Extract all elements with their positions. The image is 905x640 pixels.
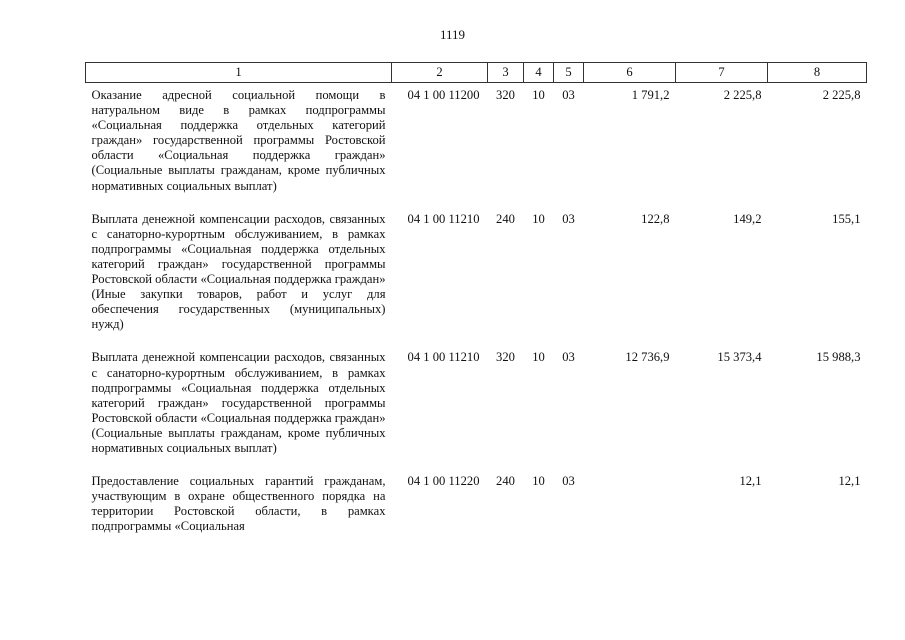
table-row [86, 83, 867, 207]
row-description: Выплата денежной компенсации расходов, связанных с санаторно-курортным обслуживанием, в рамках подпрограммы «Социальная поддержка отдельных категорий граждан» государственной программы Ростовской области «Социальная поддержка граждан» (Социальные выплаты гражданам, кроме публичных нормативных социальных выплат) [91, 350, 386, 455]
row-col4: 10 [532, 350, 545, 365]
row-value-7: 149,2 [733, 211, 762, 226]
row-value-6: 1 791,2 [631, 88, 670, 102]
table-row [86, 469, 867, 547]
row-value-6: 122,8 [641, 211, 670, 226]
column-header-8: 8 [768, 63, 867, 83]
table-header-row [86, 63, 867, 83]
row-value-6: 12 736,9 [625, 350, 670, 365]
column-header-4: 4 [524, 63, 554, 83]
row-col3: 240 [496, 211, 515, 226]
row-col4: 10 [532, 88, 545, 102]
column-header-5: 5 [554, 63, 584, 83]
column-header-6: 6 [584, 63, 676, 83]
row-value-8: 15 988,3 [816, 350, 861, 365]
row-col5: 03 [562, 211, 575, 226]
column-header-1: 1 [86, 63, 392, 83]
row-value-8: 155,1 [832, 211, 861, 226]
row-col3: 240 [496, 474, 515, 489]
row-col5: 03 [562, 474, 575, 489]
row-col4: 10 [532, 474, 545, 489]
row-value-8: 12,1 [838, 474, 861, 489]
row-description: Оказание адресной социальной помощи в натуральном виде в рамках подпрограммы «Социальная поддержка отдельных категорий граждан» государственной программы Ростовской области «Социальная поддержка граждан» (Социальные выплаты гражданам, кроме публичных нормативных социальных выплат) [91, 88, 386, 193]
budget-table [85, 62, 867, 547]
row-value-7: 15 373,4 [717, 350, 762, 365]
page-number: 1119 [439, 27, 466, 42]
row-code: 04 1 00 11200 [407, 88, 480, 102]
row-value-7: 2 225,8 [723, 88, 762, 102]
column-header-7: 7 [676, 63, 768, 83]
table-row [86, 207, 867, 346]
row-code: 04 1 00 11220 [407, 474, 480, 489]
row-col5: 03 [562, 350, 575, 365]
row-col4: 10 [532, 211, 545, 226]
row-code: 04 1 00 11210 [407, 350, 480, 365]
column-header-2: 2 [392, 63, 488, 83]
row-description: Предоставление социальных гарантий гражданам, участвующим в охране общественного порядка на территории Ростовской области, в рамках подпрограммы «Социальная [91, 474, 386, 534]
table-row [86, 345, 867, 469]
row-code: 04 1 00 11210 [407, 211, 480, 226]
row-value-8: 2 225,8 [822, 88, 861, 102]
row-col3: 320 [496, 88, 515, 102]
row-value-7: 12,1 [739, 474, 762, 489]
row-col5: 03 [562, 88, 575, 102]
row-description: Выплата денежной компенсации расходов, связанных с санаторно-курортным обслуживанием, в рамках подпрограммы «Социальная поддержка отдельных категорий граждан» государственной программы Ростовской области «Социальная поддержка граждан» (Иные закупки товаров, работ и услуг для обеспечения государственных (муниципальных) нужд) [91, 211, 386, 332]
row-col3: 320 [496, 350, 515, 365]
column-header-3: 3 [488, 63, 524, 83]
row-value-6 [584, 469, 676, 547]
